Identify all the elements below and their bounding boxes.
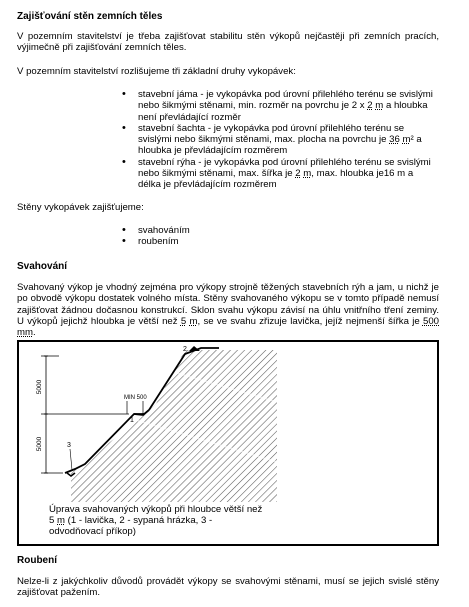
svahovani-paragraph: Svahovaný výkop je vhodný zejména pro výkopy strojně těžených stavebních rýh a jam, u nichž je po obvodě výkopu dostatek volného místa. Stěny svahovaného výkopu se v tomto případě nemusí zajišťovat žádnou dočasnou konstrukcí. Sklon svahu výkopu závisí na úhlu vnitřního tření zeminy. U výkopů jejichž hloubka je větší než 5 m, se ve svahu zřizuje lavička, jejíž nejmenší šířka je 500 mm. <box>17 282 439 339</box>
wall-method-item: • svahováním <box>122 225 422 236</box>
dimension-upper: 5000 <box>36 379 43 395</box>
types-intro: V pozemním stavitelství rozlišujeme tři základní druhy vykopávek: <box>17 66 296 77</box>
type-item-sachta: • stavební šachta - je vykopávka pod úrovní přilehlého terénu se svislými nebo šikmými stěnami, max. plocha na povrchu je 36 m² a hloubka je převládajícím rozměrem <box>122 123 437 157</box>
section-heading-svahovani: Svahování <box>17 261 68 272</box>
type-item-ryha: • stavební rýha - je vykopávka pod úrovní přilehlého terénu se svislými nebo šikmými stěnami, max. šířka je 2 m, max. hloubka je16 m a délka je převládajícím rozměrem <box>122 157 437 191</box>
label-ditch-3: 3 <box>67 442 71 449</box>
wall-method-item: • roubením <box>122 236 422 247</box>
page-title: Zajišťování stěn zemních těles <box>17 11 163 22</box>
roubeni-paragraph: Nelze-li z jakýchkoliv důvodů provádět výkopy se svahovými stěnami, musí se jejich svislé stěny zajišťovat pažením. <box>17 576 439 599</box>
label-bench-1: 1 <box>130 417 134 424</box>
figure-frame <box>17 340 439 546</box>
walls-list <box>122 225 422 248</box>
min-width-label: MIN 500 <box>124 395 147 401</box>
section-heading-roubeni: Roubení <box>17 555 57 566</box>
figure-caption: Úprava svahovaných výkopů při hloubce větší než 5 m (1 - lavička, 2 - sypaná hrázka, 3 - odvodňovací příkop) <box>49 504 263 537</box>
types-list <box>122 89 437 191</box>
dimension-lower: 5000 <box>36 436 43 452</box>
type-item-jama: • stavební jáma - je vykopávka pod úrovní přilehlého terénu se svislými nebo šikmými stěnami, min. rozměr na povrchu je 2 x 2 m a hloubka není převládající rozměr <box>122 89 437 123</box>
intro-paragraph: V pozemním stavitelství je třeba zajišťovat stabilitu stěn výkopů nejčastěji při zemních pracích, výjimečně při zajišťování zemních těles. <box>17 31 439 54</box>
walls-intro: Stěny vykopávek zajišťujeme: <box>17 202 144 213</box>
label-dam-2: 2 <box>183 346 187 353</box>
